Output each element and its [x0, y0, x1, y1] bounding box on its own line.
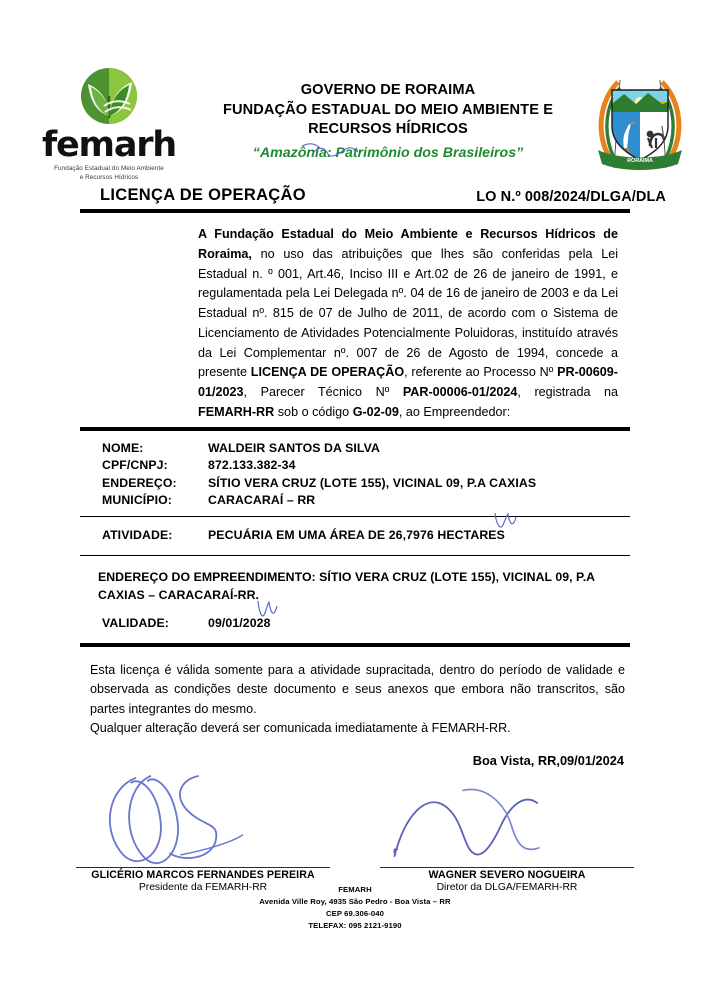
detail-row-validade [102, 616, 630, 630]
footer-line-1: FEMARH [338, 885, 372, 895]
footer-line-2: Avenida Ville Roy, 4935 São Pedro - Boa Vista – RR [259, 897, 451, 907]
signature-ink-right [374, 774, 613, 866]
detail-label-endereco: ENDEREÇO: [102, 475, 177, 490]
detail-row-atividade [102, 528, 630, 542]
femarh-leaf-logo-icon [74, 66, 144, 132]
signature-role-right: Diretor da DLGA/FEMARH-RR [436, 881, 578, 893]
entrepreneur-details [80, 431, 630, 516]
body-text-2: , referente ao Processo Nº [404, 365, 558, 380]
svg-text:RORAIMA: RORAIMA [627, 158, 653, 164]
body-processo-number: PR-00609-01/2023 [198, 365, 618, 400]
body-text-4: , registrada na [517, 385, 618, 400]
body-licenca-label: LICENÇA DE OPERAÇÃO [250, 365, 405, 380]
detail-label-validade: VALIDADE: [102, 615, 169, 630]
footer-line-3: CEP 69.306-040 [325, 909, 385, 919]
body-text-6: , ao Empreendedor: [398, 404, 511, 419]
header-titles [184, 81, 592, 160]
detail-label-nome: NOME: [102, 440, 144, 455]
header-gov-line-3: RECURSOS HÍDRICOS [308, 121, 468, 138]
closing-paragraph-1: Esta licença é válida somente para a atividade supracitada, dentro do período de validade e observada as condições deste documento e seus anexos que embora não transcritos, são partes integrantes do mesmo. [90, 662, 625, 716]
validity-section [80, 605, 630, 639]
closing-top-divider [80, 643, 630, 647]
signature-left [70, 774, 336, 893]
detail-row-municipio [102, 492, 630, 510]
femarh-logo-subtitle-line1: Fundação Estadual do Meio Ambiente [54, 165, 164, 172]
closing-paragraphs [90, 661, 625, 739]
body-parecer-number: PAR-00006-01/2024 [402, 385, 518, 400]
body-femarh-label: FEMARH-RR [198, 404, 275, 419]
femarh-logo [34, 66, 184, 182]
footer-line-4: TELEFAX: 095 2121-9190 [308, 921, 402, 931]
detail-row-cpf [102, 457, 630, 475]
signature-right [374, 774, 640, 893]
detail-label-cpf: CPF/CNPJ: [102, 458, 168, 473]
city-and-date: Boa Vista, RR,09/01/2024 [472, 752, 624, 768]
detail-value-validade: 09/01/2028 [208, 615, 271, 630]
detail-label-municipio: MUNICÍPIO: [102, 493, 172, 508]
detail-value-endereco: SÍTIO VERA CRUZ (LOTE 155), VICINAL 09, P.A CAXIAS [208, 475, 537, 490]
signature-name-left: GLICÉRIO MARCOS FERNANDES PEREIRA [91, 868, 315, 881]
body-text-5: sob o código [274, 404, 353, 419]
document-footer [0, 881, 710, 932]
body-text-1: no uso das atribuições que lhes são conferidas pela Lei Estadual n. º 001, Art.46, Inciso III e Art.02 de 26 de janeiro de 1991, e regulamentada pela Lei Delegada nº. 04 de 16 de janeiro de 2003 e da Lei Estadual nº. 815 de 07 de Julho de 2011, de acordo com o Sistema de Licenciamento de Atividades Potencialmente Poluidoras, instituído através da Lei Complementar nº. 007 de 26 de Agosto de 1994, concede a presente [198, 246, 618, 380]
closing-paragraph-2: Qualquer alteração deverá ser comunicada imediatamente à FEMARH-RR. [90, 721, 511, 736]
signature-line-left [76, 867, 330, 868]
header-gov-line-1: GOVERNO DE RORAIMA [300, 82, 476, 99]
detail-row-nome [102, 440, 630, 458]
signature-role-left: Presidente da FEMARH-RR [138, 881, 268, 893]
license-body-paragraph [198, 225, 618, 423]
enterprise-address-line1: ENDEREÇO DO EMPREENDIMENTO: SÍTIO VERA CRUZ (LOTE 155), VICINAL 09, P.A [98, 569, 596, 584]
signature-name-right: WAGNER SEVERO NOGUEIRA [428, 868, 586, 881]
page-title: LICENÇA DE OPERAÇÃO [100, 186, 306, 204]
title-divider [80, 209, 630, 213]
detail-value-atividade: PECUÁRIA EM UMA ÁREA DE 26,7976 HECTARES [208, 527, 505, 542]
detail-row-endereco [102, 475, 630, 493]
body-text-3: , Parecer Técnico Nº [243, 385, 403, 400]
signature-ink-left [70, 774, 309, 866]
detail-value-nome: WALDEIR SANTOS DA SILVA [208, 440, 380, 455]
body-entity-name: A Fundação Estadual do Meio Ambiente e Recursos Hídricos de Roraima, [198, 227, 618, 261]
enterprise-address [80, 556, 630, 605]
femarh-logo-subtitle [54, 165, 164, 182]
document-header [0, 0, 710, 181]
femarh-logo-subtitle-line2: e Recursos Hídricos [79, 173, 139, 181]
detail-value-municipio: CARACARAÍ – RR [208, 493, 316, 508]
detail-value-cpf: 872.133.382-34 [208, 458, 296, 473]
signature-line-right [380, 867, 634, 868]
license-title-row [0, 186, 710, 205]
header-gov-line-2: FUNDAÇÃO ESTADUAL DO MEIO AMBIENTE E [222, 101, 554, 118]
header-motto: “Amazônia: Patrimônio dos Brasileiros” [252, 144, 524, 161]
details-section [80, 427, 630, 647]
roraima-coat-of-arms-icon [592, 74, 688, 174]
activity-section [80, 517, 630, 555]
signature-block [0, 774, 710, 893]
enterprise-address-line2: CAXIAS – CARACARAÍ-RR. [98, 588, 259, 603]
detail-label-atividade: ATIVIDADE: [102, 527, 173, 542]
license-number: LO N.º 008/2024/DLGA/DLA [476, 189, 666, 205]
body-codigo-value: G-02-09 [352, 404, 399, 419]
femarh-wordmark: femarh [41, 125, 177, 165]
